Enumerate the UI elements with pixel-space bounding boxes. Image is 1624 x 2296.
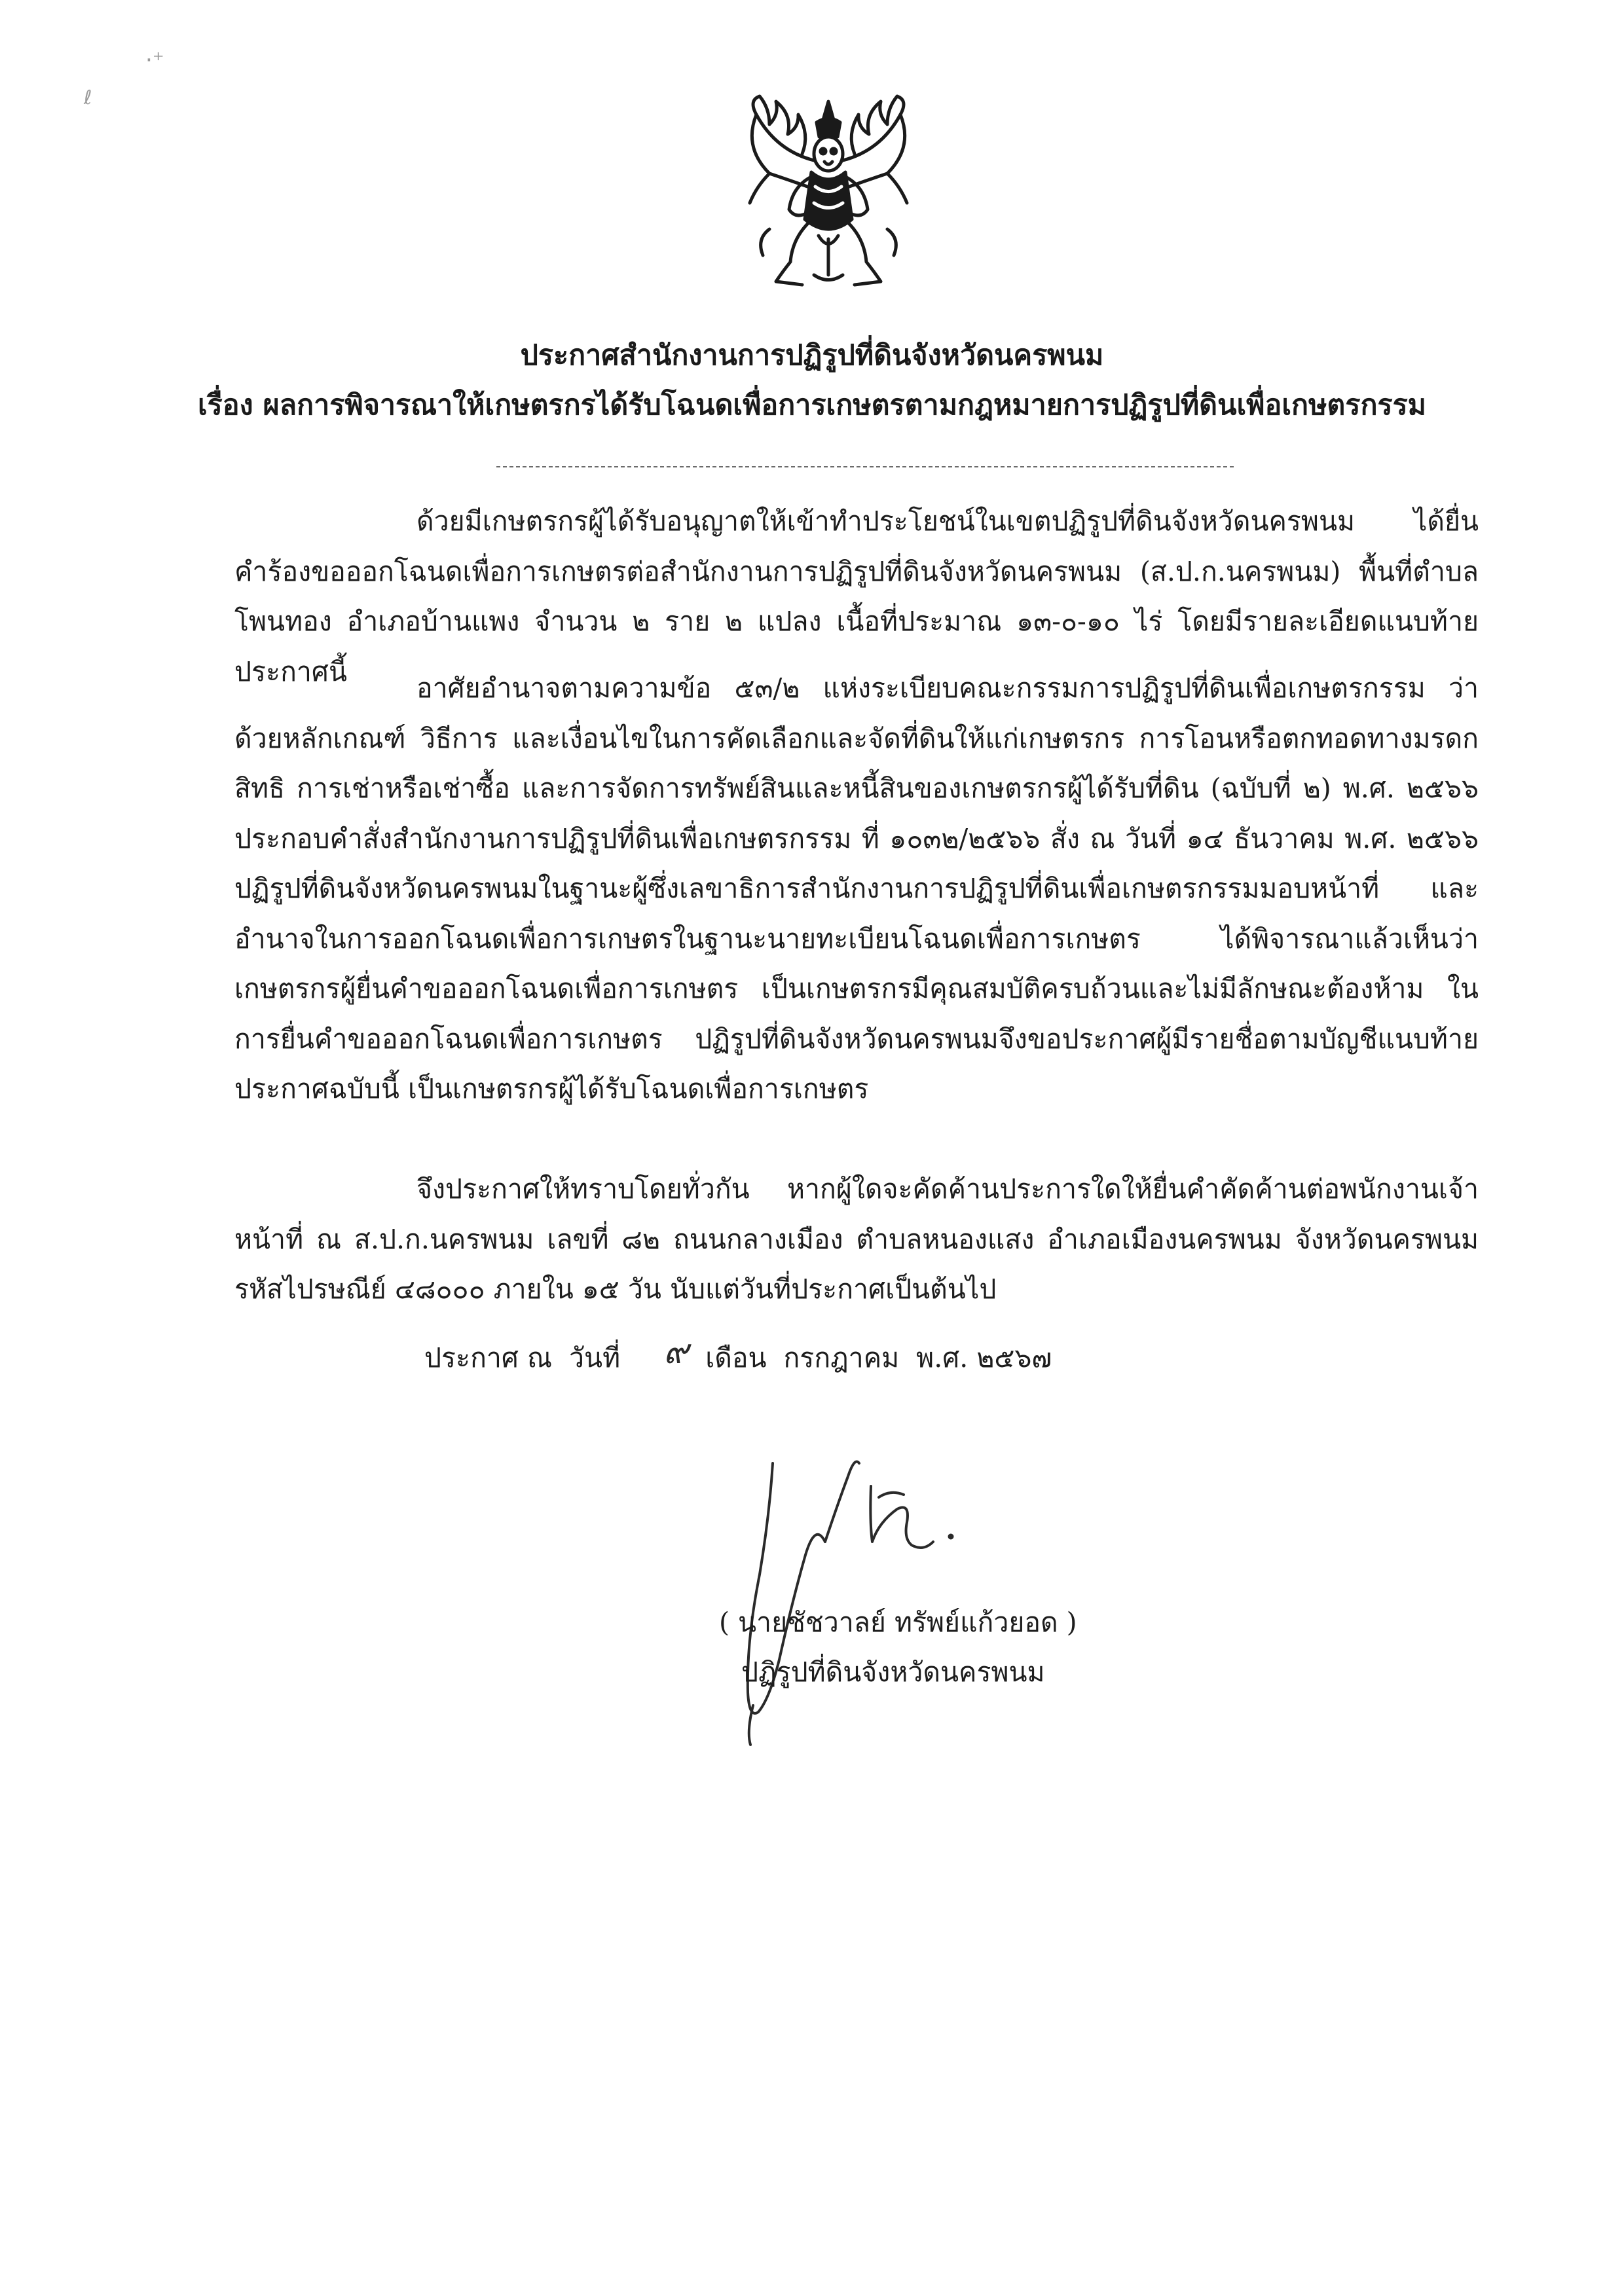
scan-speck-mark: ℓ — [84, 86, 92, 109]
paragraph-1-text: ด้วยมีเกษตรกรผู้ได้รับอนุญาตให้เข้าทำประโยชน์ในเขตปฏิรูปที่ดินจังหวัดนครพนม ได้ยื่นคำร้องขอออกโฉนดเพื่อการเกษตรต่อสำนักงานการปฏิรูปที่ดินจังหวัดนครพนม (ส.ป.ก.นครพนม) พื้นที่ตำบลโพนทอง อำเภอบ้านแพง จำนวน ๒ ราย ๒ แปลง เนื้อที่ประมาณ ๑๓-๐-๑๐ ไร่ โดยมีรายละเอียดแนบท้ายประกาศนี้ — [234, 505, 1479, 687]
garuda-emblem-icon — [730, 88, 927, 304]
announcement-date — [424, 1331, 1069, 1383]
announcement-header — [0, 331, 1624, 430]
paragraph-3-text: จึงประกาศให้ทราบโดยทั่วกัน หากผู้ใดจะคัดค้านประการใดให้ยื่นคำคัดค้านต่อพนักงานเจ้าหน้าที่ ณ ส.ป.ก.นครพนม เลขที่ ๘๒ ถนนกลางเมือง ตำบลหนองแสง อำเภอเมืองนครพนม จังหวัดนครพนม รหัสไปรษณีย์ ๔๘๐๐๐ ภายใน ๑๕ วัน นับแต่วันที่ประกาศเป็นต้นไป — [234, 1173, 1479, 1305]
paragraph-3 — [234, 1164, 1479, 1315]
signer-name: ( นายชัชวาลย์ ทรัพย์แก้วยอด ) — [719, 1607, 1077, 1638]
signer-position: ปฏิรูปที่ดินจังหวัดนครพนม — [741, 1656, 1045, 1688]
date-year: พ.ศ. ๒๕๖๗ — [916, 1342, 1052, 1374]
date-day-label: วันที่ — [569, 1342, 621, 1374]
date-day-value: ๙ — [663, 1332, 689, 1372]
date-month-label: เดือน — [705, 1342, 767, 1374]
announcement-title: ประกาศสำนักงานการปฏิรูปที่ดินจังหวัดนครพนม — [520, 339, 1104, 372]
paragraph-2 — [234, 663, 1479, 1114]
paragraph-2-text: อาศัยอำนาจตามความข้อ ๕๓/๒ แห่งระเบียบคณะกรรมการปฏิรูปที่ดินเพื่อเกษตรกรรม ว่าด้วยหลักเกณฑ์ วิธีการ และเงื่อนไขในการคัดเลือกและจัดที่ดินให้แก่เกษตรกร การโอนหรือตกทอดทางมรดกสิทธิ การเช่าหรือเช่าซื้อ และการจัดการทรัพย์สินและหนี้สินของเกษตรกรผู้ได้รับที่ดิน (ฉบับที่ ๒) พ.ศ. ๒๕๖๖ ประกอบคำสั่งสำนักงานการปฏิรูปที่ดินเพื่อเกษตรกรรม ที่ ๑๐๓๒/๒๕๖๖ สั่ง ณ วันที่ ๑๔ ธันวาคม พ.ศ. ๒๕๖๖ ปฏิรูปที่ดินจังหวัดนครพนมในฐานะผู้ซึ่งเลขาธิการสำนักงานการปฏิรูปที่ดินเพื่อเกษตรกรรมมอบหน้าที่ และอำนาจในการออกโฉนดเพื่อการเกษตรในฐานะนายทะเบียนโฉนดเพื่อการเกษตร ได้พิจารณาแล้วเห็นว่า เกษตรกรผู้ยื่นคำขอออกโฉนดเพื่อการเกษตร เป็นเกษตรกรมีคุณสมบัติครบถ้วนและไม่มีลักษณะต้องห้าม ในการยื่นคำขอออกโฉนดเพื่อการเกษตร ปฏิรูปที่ดินจังหวัดนครพนมจึงขอประกาศผู้มีรายชื่อตามบัญชีแนบท้าย ประกาศฉบับนี้ เป็นเกษตรกรผู้ได้รับโฉนดเพื่อการเกษตร — [234, 672, 1479, 1104]
date-month-value: กรกฎาคม — [783, 1342, 900, 1374]
date-prefix: ประกาศ ณ — [424, 1342, 553, 1374]
handwritten-signature — [707, 1424, 1074, 1751]
announcement-subject: เรื่อง ผลการพิจารณาให้เกษตรกรได้รับโฉนดเพื่อการเกษตรตามกฎหมายการปฏิรูปที่ดินเพื่อเกษตรกรรม — [197, 389, 1427, 422]
header-divider — [496, 466, 1234, 467]
scan-speck-mark: ·⁺ — [145, 47, 164, 73]
signer-block — [715, 1597, 1121, 1697]
